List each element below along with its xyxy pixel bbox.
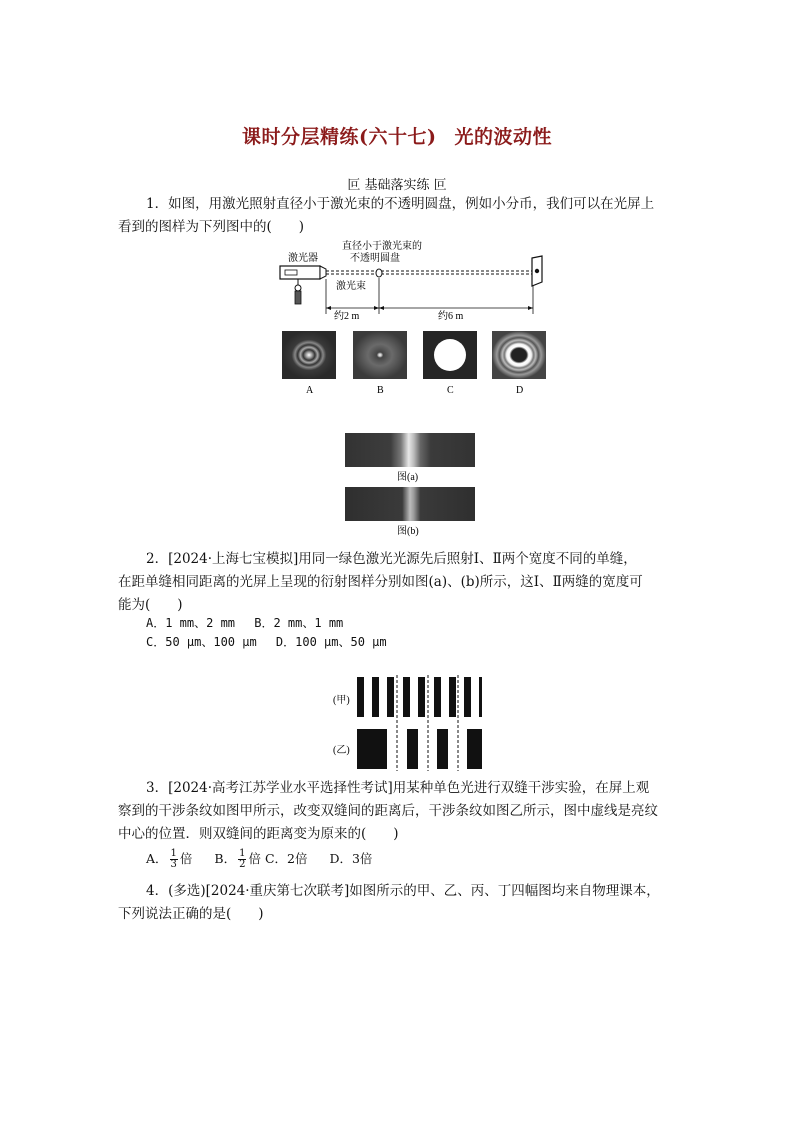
figure-jia-label: (甲) [333, 695, 350, 706]
figure-b-caption: 图(b) [397, 526, 419, 537]
fraction-one-third: $\frac{1}{3}$ [170, 848, 177, 870]
section-heading: 叵 基础落实练 叵 [347, 178, 447, 193]
choice-d-label: D [516, 385, 524, 396]
question-2-line-3: 能为( ) [118, 597, 183, 613]
question-2-options-ab: A．1 mm、2 mm B．2 mm、1 mm [146, 616, 344, 630]
page-title-topic: 光的波动性 [454, 126, 552, 148]
choice-b-label: B [377, 385, 384, 396]
laser-window [285, 270, 297, 275]
question-3-line-2: 察到的干涉条纹如图甲所示，改变双缝间的距离后，干涉条纹如图乙所示，图中虚线是亮纹 [118, 803, 658, 819]
choice-a-pattern [282, 331, 336, 379]
question-2-options-cd: C．50 μm、100 μm D．100 μm、50 μm [146, 635, 387, 649]
slit-pattern-b [345, 487, 475, 521]
figure-yi-label: (乙) [333, 745, 350, 756]
slit-pattern-a [345, 433, 475, 467]
option-b-prefix: B． [214, 851, 237, 866]
question-2-line-1: 2．[2024·上海七宝模拟]用同一绿色激光光源先后照射Ⅰ、Ⅱ两个宽度不同的单缝， [146, 551, 637, 567]
question-1-line-1: 1．如图，用激光照射直径小于激光束的不透明圆盘，例如小分币，我们可以在光屏上 [146, 196, 655, 212]
question-3-line-1: 3．[2024·高考江苏学业水平选择性考试]用某种单色光进行双缝干涉实验，在屏上观 [146, 780, 650, 796]
choice-d-pattern [492, 331, 546, 379]
question-3-line-3: 中心的位置．则双缝间的距离变为原来的( ) [118, 826, 399, 842]
option-d: D．3倍 [329, 851, 373, 866]
laser-setup-diagram [270, 240, 560, 322]
double-slit-fringe-figure [333, 675, 488, 775]
question-3-options: A． $\frac{1}{3}$ 倍 B． $\frac{1}{2}$ 倍 C．2倍 D．3倍 [146, 848, 373, 870]
beam-label: 激光束 [336, 281, 366, 292]
choice-b-pattern [353, 331, 407, 379]
choice-a-label: A [306, 385, 314, 396]
question-1-line-2: 看到的图样为下列图中的( ) [118, 219, 305, 235]
distance-1-label: 约2 m [334, 311, 360, 322]
page-title [0, 122, 794, 149]
disk-label-line-2: 不透明圆盘 [350, 253, 400, 264]
page-title-main: 课时分层精练(六十七) [242, 126, 437, 148]
distance-2-label: 约6 m [438, 311, 464, 322]
question-2-line-2: 在距单缝相同距离的光屏上呈现的衍射图样分别如图(a)、(b)所示，这Ⅰ、Ⅱ两缝的宽度可 [118, 574, 643, 590]
opaque-disk [376, 269, 382, 277]
laser-nozzle [320, 266, 326, 279]
laser-stand [295, 291, 301, 304]
laser-label: 激光器 [288, 253, 318, 264]
fringes-yi [357, 729, 482, 769]
question-4-line-1: 4．(多选)[2024·重庆第七次联考]如图所示的甲、乙、丙、丁四幅图均来自物理课本， [146, 883, 660, 899]
diffraction-choices [270, 327, 560, 399]
question-4-line-2: 下列说法正确的是( ) [118, 906, 264, 922]
option-c: C．2倍 [264, 851, 308, 866]
choice-c-label: C [447, 385, 454, 396]
slit-diffraction-figures [340, 430, 480, 540]
option-a-prefix: A． [146, 851, 168, 866]
fringes-jia [357, 677, 482, 717]
fraction-one-half: $\frac{1}{2}$ [239, 848, 246, 870]
disk-label-line-1: 直径小于激光束的 [342, 241, 422, 252]
figure-a-caption: 图(a) [397, 472, 419, 483]
